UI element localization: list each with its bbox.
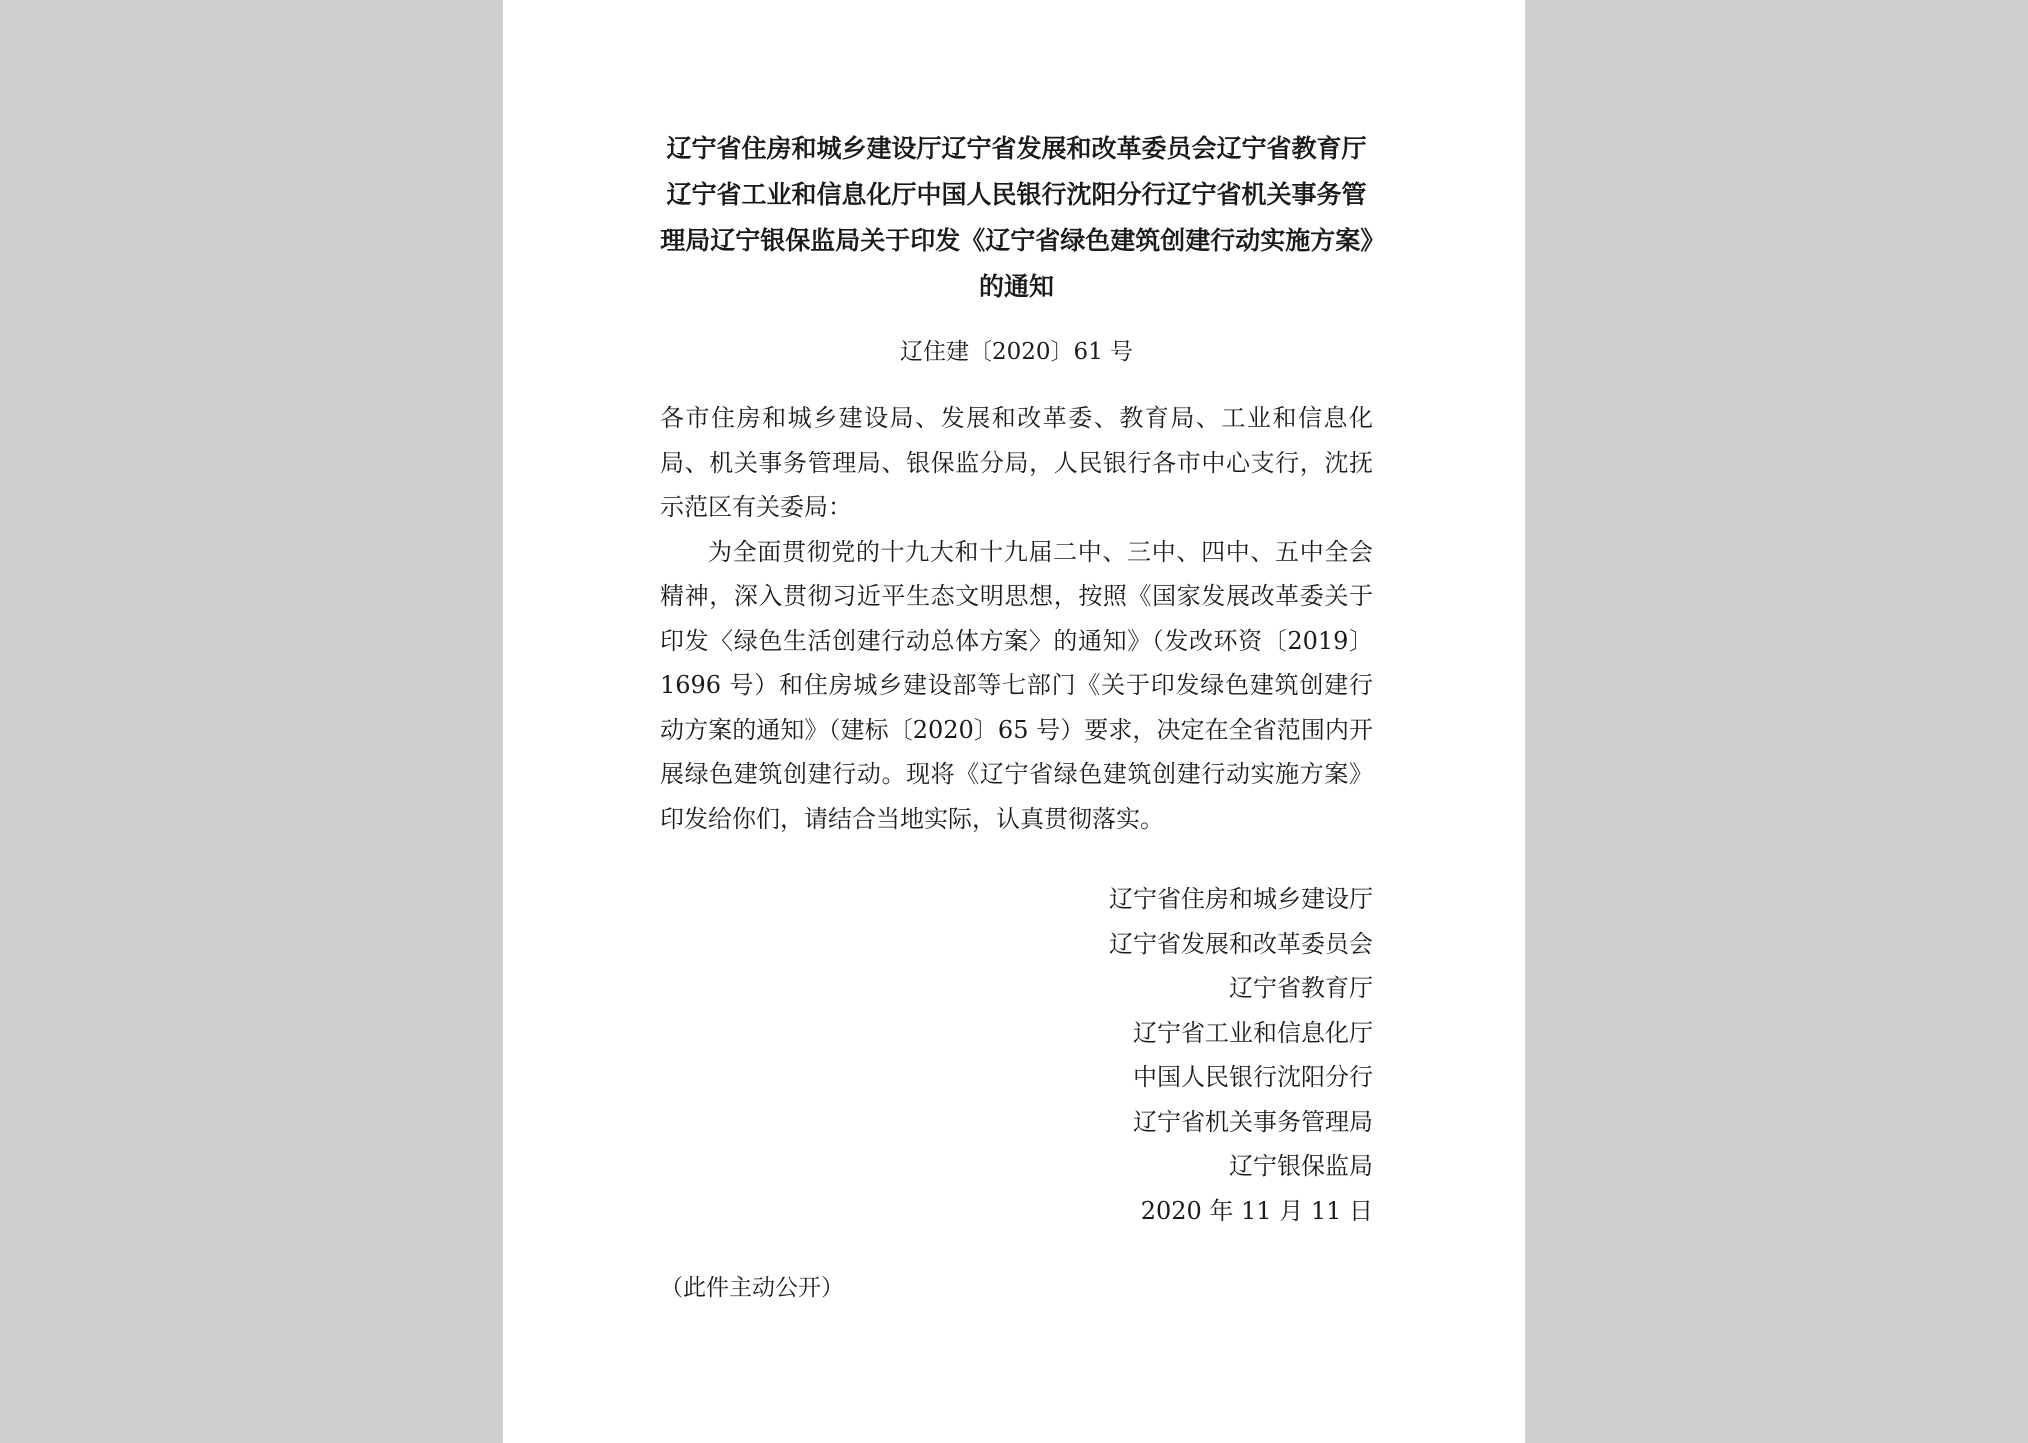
document-date: 2020 年 11 月 11 日 <box>1140 1196 1373 1225</box>
document-number: 辽住建〔2020〕61 号 <box>899 339 1134 365</box>
signatory: 中国人民银行沈阳分行 <box>1133 1063 1373 1091</box>
signatory: 辽宁省机关事务管理局 <box>1133 1107 1373 1136</box>
signatory: 辽宁银保监局 <box>1229 1152 1373 1180</box>
signature-block <box>660 877 1373 1233</box>
document-page <box>503 0 1525 1443</box>
signatory: 辽宁省发展和改革委员会 <box>1109 929 1373 958</box>
signatory: 辽宁省住房和城乡建设厅 <box>1109 885 1373 913</box>
signatory: 辽宁省教育厅 <box>1229 974 1373 1002</box>
recipients-paragraph: 各市住房和城乡建设局、发展和改革委、教育局、工业和信息化局、机关事务管理局、银保监分局，人民银行各市中心支行，沈抚示范区有关委局： <box>660 404 1373 521</box>
body-paragraph: 为全面贯彻党的十九大和十九届二中、三中、四中、五中全会精神，深入贯彻习近平生态文明思想，按照《国家发展改革委关于印发〈绿色生活创建行动总体方案〉的通知》（发改环资〔2019〕1696 号）和住房城乡建设部等七部门《关于印发绿色建筑创建行动方案的通知》（建标〔2020〕65 号）要求，决定在全省范围内开展绿色建筑创建行动。现将《辽宁省绿色建筑创建行动实施方案》印发给你们，请结合当地实际，认真贯彻落实。 <box>660 537 1373 833</box>
document-title: 辽宁省住房和城乡建设厅辽宁省发展和改革委员会辽宁省教育厅辽宁省工业和信息化厅中国人民银行沈阳分行辽宁省机关事务管理局辽宁银保监局关于印发《辽宁省绿色建筑创建行动实施方案》的通知 <box>660 134 1373 301</box>
disclosure-note: （此件主动公开） <box>660 1275 844 1301</box>
document-content <box>660 126 1373 1233</box>
signatory: 辽宁省工业和信息化厅 <box>1133 1018 1373 1047</box>
